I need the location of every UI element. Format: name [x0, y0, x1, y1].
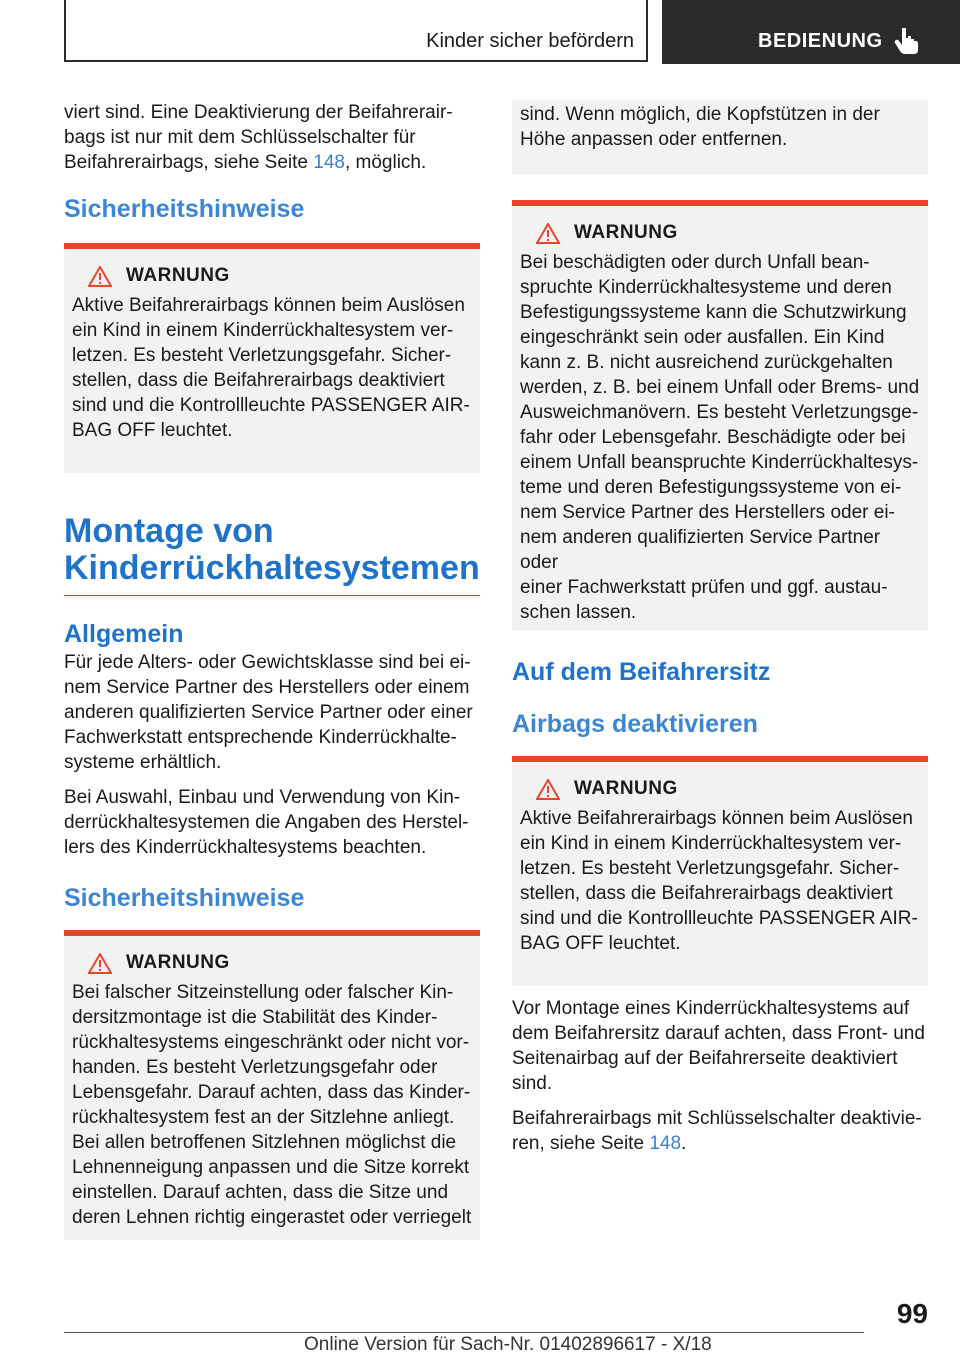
heading-montage: Montage von Kinderrückhaltesystemen	[64, 513, 480, 596]
warning-continuation-text: sind. Wenn möglich, die Kopfstützen in der Höhe anpassen oder entfernen.	[520, 104, 880, 150]
paragraph-schluesselschalter	[512, 1106, 928, 1156]
paragraph-allgemein-2: Bei Auswahl, Einbau und Verwendung von Kin- derrückhaltesystemen die Angaben des Herstel- lers des Kinderrückhaltesystems beachten.	[64, 787, 469, 858]
warning-box-4	[512, 756, 928, 986]
left-column	[64, 100, 480, 1240]
heading-safety-2: Sicherheitshinweise	[64, 884, 305, 912]
header-section-box	[64, 0, 648, 62]
heading-airbags-deaktivieren: Airbags deaktivieren	[512, 710, 758, 738]
schluesselschalter-text-end: .	[681, 1133, 687, 1154]
warning-continuation	[512, 100, 928, 174]
warning-title: WARNUNG	[574, 778, 678, 799]
warning-box-3	[512, 200, 928, 630]
pointing-hand-icon	[894, 26, 920, 54]
paragraph-montage-beifahrersitz: Vor Montage eines Kinderrückhaltesystems auf dem Beifahrersitz darauf achten, dass Front- und Seitenairbag auf der Beifahrerseite deaktiviert sind.	[512, 998, 925, 1094]
page-link-148[interactable]: 148	[313, 152, 345, 173]
intro-text: viert sind. Eine Deaktivierung der Beifahrerair- bags ist nur mit dem Schlüsselschalter für Beifahrerairbags, siehe Seite	[64, 102, 453, 173]
header-chapter-box	[662, 0, 960, 64]
warning-title: WARNUNG	[574, 222, 678, 243]
schluesselschalter-text: Beifahrerairbags mit Schlüsselschalter deaktivie- ren, siehe Seite	[512, 1108, 922, 1154]
warning-text: Bei falscher Sitzeinstellung oder falscher Kin- dersitzmontage ist die Stabilität des Kinder- rückhaltesystems eingeschränkt oder nicht vor- handen. Es besteht Verletzungsgefahr oder Lebensgefahr. Darauf achten, dass das Kinder- rückhaltesystem fest an der Sitzlehne anliegt. Bei allen betroffenen Sitzlehnen möglichst die Lehnenneigung anpassen und die Sitze korrekt einstellen. Darauf achten, dass die Sitze und deren Lehnen richtig eingerastet oder verriegelt	[72, 982, 472, 1228]
warning-triangle-icon	[88, 266, 112, 287]
header-section-title: Kinder sicher befördern	[426, 30, 634, 52]
header-chapter-title: BEDIENUNG	[758, 30, 883, 52]
warning-triangle-icon	[536, 779, 560, 800]
warning-text: Aktive Beifahrerairbags können beim Auslösen ein Kind in einem Kinderrückhaltesystem ver- letzen. Es besteht Verletzungsgefahr. Sicher- stellen, dass die Beifahrerairbags deaktiviert sind und die Kontrollleuchte PASSENGER AIR- BAG OFF leuchtet.	[72, 295, 470, 441]
warning-box-1	[64, 243, 480, 473]
intro-text-end: , möglich.	[344, 152, 427, 173]
intro-paragraph	[64, 100, 480, 175]
paragraph-allgemein-1: Für jede Alters- oder Gewichtsklasse sind bei ei- nem Service Partner des Herstellers oder einem anderen qualifizierten Service Partner oder einer Fachwerkstatt entsprechende Kinderrückhalte- systeme erhältlich.	[64, 652, 473, 773]
footer-online-version: Online Version für Sach-Nr. 01402896617 - X/18	[304, 1334, 712, 1355]
heading-allgemein: Allgemein	[64, 620, 184, 648]
warning-text: Aktive Beifahrerairbags können beim Auslösen ein Kind in einem Kinderrückhaltesystem ver- letzen. Es besteht Verletzungsgefahr. Sicher- stellen, dass die Beifahrerairbags deaktiviert sind und die Kontrollleuchte PASSENGER AIR- BAG OFF leuchtet.	[520, 808, 918, 954]
footer-rule	[64, 1332, 864, 1333]
warning-title: WARNUNG	[126, 952, 230, 973]
warning-title: WARNUNG	[126, 265, 230, 286]
heading-safety-1: Sicherheitshinweise	[64, 195, 305, 223]
page-number: 99	[896, 1298, 928, 1329]
warning-triangle-icon	[536, 223, 560, 244]
warning-triangle-icon	[88, 953, 112, 974]
warning-box-2	[64, 930, 480, 1240]
right-column	[512, 100, 928, 1166]
warning-text: Bei beschädigten oder durch Unfall bean- spruchte Kinderrückhaltesysteme und deren Befestigungssysteme kann die Schutzwirkung eingeschränkt sein oder ausfallen. Ein Kind kann z. B. nicht ausreichend zurückgehalten werden, z. B. bei einem Unfall oder Brems- und Ausweichmanövern. Es besteht Verletzungsge- fahr oder Lebensgefahr. Beschädigte oder bei einem Unfall beanspruchte Kinderrückhaltesys- teme und deren Befestigungssysteme von ei- nem Service Partner des Herstellers oder ei- nem anderen qualifizierten Service Partner oder einer Fachwerkstatt prüfen und ggf. austau- schen lassen.	[520, 252, 920, 623]
page-link-148[interactable]: 148	[649, 1133, 682, 1154]
heading-beifahrersitz: Auf dem Beifahrersitz	[512, 658, 771, 686]
